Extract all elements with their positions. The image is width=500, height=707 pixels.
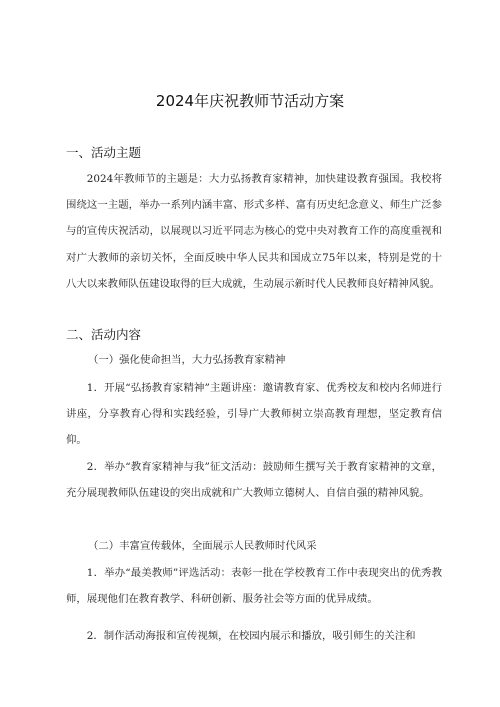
content-item-1-1: 1．开展“弘扬教育家精神”主题讲座：邀请教育家、优秀校友和校内名师进行讲座，分享教育心得和实践经验，引导广大教师树立崇高教育理想，坚定教育信仰。 [66,382,442,447]
document-title: 2024年庆祝教师节活动方案 [155,92,345,110]
section-heading-theme: 一、活动主题 [66,145,142,160]
content-item-2-1: 1．举办“最美教师”评选活动：表彰一批在学校教育工作中表现突出的优秀教师，展现他们在教育教学、科研创新、服务社会等方面的优异成绩。 [66,567,442,606]
subsection-title-1: （一）强化使命担当，大力弘扬教育家精神 [88,354,286,366]
content-item-2-2: 2．制作活动海报和宣传视频，在校园内展示和播放，吸引师生的关注和 [86,630,416,642]
content-item-1-2: 2．举办“教育家精神与我”征文活动：鼓励师生撰写关于教育家精神的文章，充分展现教师队伍建设的突出成就和广大教师立德树人、自信自强的精神风貌。 [66,461,442,500]
subsection-title-2: （二）丰富宣传载体，全面展示人民教师时代风采 [88,540,317,552]
theme-paragraph: 2024年教师节的主题是：大力弘扬教育家精神，加快建设教育强国。我校将围绕这一主题，举办一系列内涵丰富、形式多样、富有历史纪念意义、师生广泛参与的宣传庆祝活动，以展现以习近平同志为核心的党中央对教育工作的高度重视和对广大教师的亲切关怀，全面反映中华人民共和国成立75年以来，特别是党的十八大以来教师队伍建设取得的巨大成就，生动展示新时代人民教师良好精神风貌。 [66,173,442,290]
section-heading-content: 二、活动内容 [66,327,142,342]
